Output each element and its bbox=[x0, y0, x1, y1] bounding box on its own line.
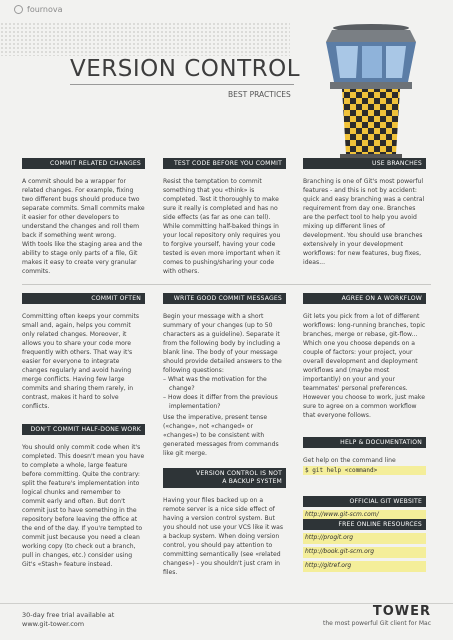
section-workflow bbox=[303, 293, 426, 420]
list-item: – What was the motivation for the change? bbox=[163, 376, 267, 392]
section-text: Resist the temptation to commit something that you «think» is completed. Test it thoroughly to make sure it really is completed and has no side effects (as far as one can tell). While committing half-baked things in your local repository only requires you to forgive yourself, having your code tested is even more important when it comes to pushing/sharing your code with others. bbox=[163, 178, 281, 275]
section-resources bbox=[303, 519, 426, 572]
footer-trial bbox=[22, 611, 114, 629]
section-test-code bbox=[163, 158, 286, 276]
section-text-2: Use the imperative, present tense («change», not «changed» or «changes») to be consistent with generated messages from commands like git merge. bbox=[163, 414, 279, 457]
list-item: – How does it differ from the previous implementation? bbox=[163, 394, 278, 410]
page-subtitle: BEST PRACTICES bbox=[228, 90, 291, 99]
section-text: Get help on the command line bbox=[303, 457, 396, 464]
section-commit-related bbox=[22, 158, 145, 276]
section-heading: COMMIT RELATED CHANGES bbox=[22, 158, 145, 169]
brand-name: fournova bbox=[27, 5, 63, 14]
section-heading: DON'T COMMIT HALF-DONE WORK bbox=[22, 424, 145, 435]
section-not-backup bbox=[163, 468, 286, 577]
fournova-logo-icon bbox=[14, 5, 23, 14]
section-heading: COMMIT OFTEN bbox=[22, 293, 145, 304]
control-tower-icon bbox=[296, 20, 446, 158]
row-divider bbox=[22, 284, 431, 285]
page-title: VERSION CONTROL bbox=[70, 56, 301, 82]
section-good-messages bbox=[163, 293, 286, 458]
section-text: Git lets you pick from a lot of different workflows: long-running branches, topic branches, merge or rebase, git-flow... Which one you choose depends on a couple of factors: your project, your overall development and deployment workflows and (maybe most importantly) on your and your teammates' personal preferences. However you choose to work, just make sure to agree on a common workflow that everyone follows. bbox=[303, 313, 426, 419]
section-heading: TEST CODE BEFORE YOU COMMIT bbox=[163, 158, 286, 169]
tower-logo bbox=[291, 604, 431, 627]
section-text: You should only commit code when it's completed. This doesn't mean you have to complete a whole, large feature before committing. Quite the contrary: split the feature's implementation into logical chunks and remember to commit early and often. But don't commit just to have something in the repository before leaving the office at the end of the day. If you're tempted to commit just because you need a clean working copy (to check out a branch, pull in changes, etc.) consider using Git's «Stash» feature instead. bbox=[22, 444, 145, 568]
section-text-2: With tools like the staging area and the ability to stage only parts of a file, Git makes it easy to create very granular commits. bbox=[22, 241, 143, 275]
heading-line-1: VERSION CONTROL IS NOT bbox=[196, 470, 282, 477]
section-text: A commit should be a wrapper for related changes. For example, fixing two different bugs should produce two separate commits. Small commits make it easier for other developers to understand the changes and roll them back if something went wrong. bbox=[22, 178, 145, 239]
footer-line-1: 30-day free trial available at bbox=[22, 611, 115, 619]
section-heading bbox=[163, 468, 286, 488]
dot-pattern bbox=[0, 22, 290, 56]
resource-link[interactable]: http://progit.org bbox=[303, 533, 426, 544]
section-help bbox=[303, 437, 426, 475]
help-command: $ git help <command> bbox=[303, 466, 426, 475]
section-commit-often bbox=[22, 293, 145, 411]
footer-url[interactable]: www.git-tower.com bbox=[22, 620, 85, 628]
section-half-done bbox=[22, 424, 145, 569]
section-heading: USE BRANCHES bbox=[303, 158, 426, 169]
section-heading: WRITE GOOD COMMIT MESSAGES bbox=[163, 293, 286, 304]
resource-link[interactable]: http://book.git-scm.org bbox=[303, 547, 426, 558]
logo-tagline: the most powerful Git client for Mac bbox=[323, 620, 431, 627]
resource-link[interactable]: http://gitref.org bbox=[303, 561, 426, 572]
title-divider bbox=[70, 84, 294, 85]
heading-line-2: A BACKUP SYSTEM bbox=[222, 478, 282, 485]
section-heading: OFFICIAL GIT WEBSITE bbox=[303, 496, 426, 507]
official-link[interactable]: http://www.git-scm.com/ bbox=[303, 510, 426, 521]
section-official bbox=[303, 496, 426, 521]
question-list bbox=[163, 375, 286, 411]
section-text: Committing often keeps your commits small and, again, helps you commit only related changes. Moreover, it allows you to share your code more frequently with others. That way it's easier for everyone to integrate changes regularly and avoid having merge conflicts. Having few large commits and sharing them rarely, in contrast, makes it hard to solve conflicts. bbox=[22, 313, 140, 410]
section-use-branches bbox=[303, 158, 426, 267]
brand bbox=[14, 5, 63, 14]
section-heading: HELP & DOCUMENTATION bbox=[303, 437, 426, 448]
section-text: Branching is one of Git's most powerful features - and this is not by accident: quick and easy branching was a central requirement from day one. Branches are the perfect tool to help you avoid mixing up different lines of development. You should use branches extensively in your development workflows: for new features, bug fixes, ideas... bbox=[303, 178, 425, 266]
section-heading: AGREE ON A WORKFLOW bbox=[303, 293, 426, 304]
section-text: Having your files backed up on a remote server is a nice side effect of having a version control system. But you should not use your VCS like it was a backup system. When doing version control, you should pay attention to committing semantically (see «related changes») - you shouldn't just cram in files. bbox=[163, 497, 284, 576]
section-text: Begin your message with a short summary of your changes (up to 50 characters as a guideline). Separate it from the following body by including a blank line. The body of your message should provide detailed answers to the following questions: bbox=[163, 313, 282, 374]
logo-text: TOWER bbox=[372, 604, 431, 619]
section-heading: FREE ONLINE RESOURCES bbox=[303, 519, 426, 530]
